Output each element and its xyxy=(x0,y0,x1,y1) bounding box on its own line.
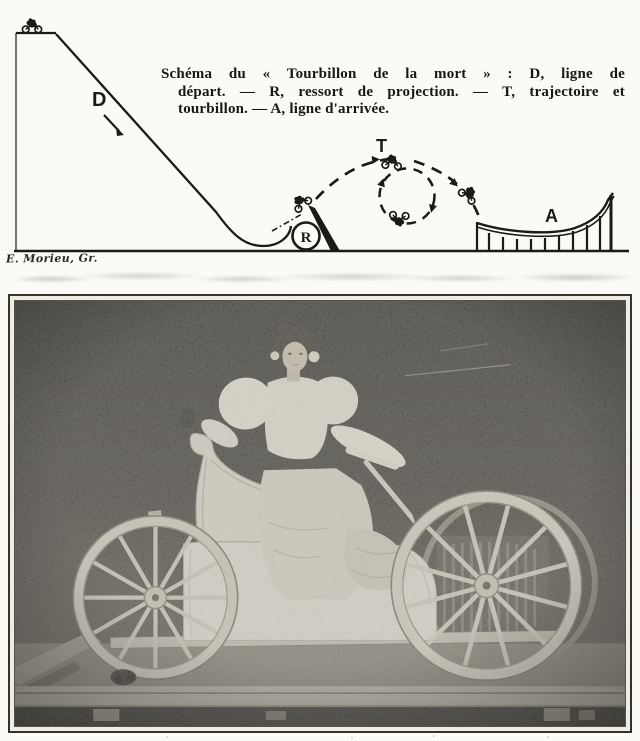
tourbillon-schema-diagram xyxy=(0,0,640,270)
diagram-caption xyxy=(161,66,625,119)
engraver-signature: E. Morieu, Gr. xyxy=(5,251,98,266)
photo-frame xyxy=(8,294,632,733)
projection-ramp xyxy=(272,205,340,251)
label-ressort: R xyxy=(300,230,312,246)
label-trajectoire: T xyxy=(376,136,387,156)
vignette xyxy=(15,301,625,726)
scan-smudge-band xyxy=(0,270,640,285)
cyclist-icon xyxy=(382,154,403,170)
cyclist-icon xyxy=(22,18,41,32)
automobile-photo xyxy=(15,301,625,726)
label-depart: D xyxy=(92,89,107,111)
caption-line-1: Schéma du « Tourbillon de la mort » : D, ligne de xyxy=(161,66,625,82)
caption-line-3: tourbillon. — A, ligne d'arrivée. xyxy=(178,101,390,118)
paper-specks xyxy=(0,733,640,741)
slope-direction-arrow xyxy=(104,115,124,136)
cyclist-icon xyxy=(289,190,313,213)
caption-line-2: départ. — R, ressort de projection. — T, trajectoire et xyxy=(178,83,625,100)
label-arrivee: A xyxy=(545,206,558,226)
photo-inner-border xyxy=(14,300,626,727)
cyclist-icon xyxy=(457,182,481,205)
